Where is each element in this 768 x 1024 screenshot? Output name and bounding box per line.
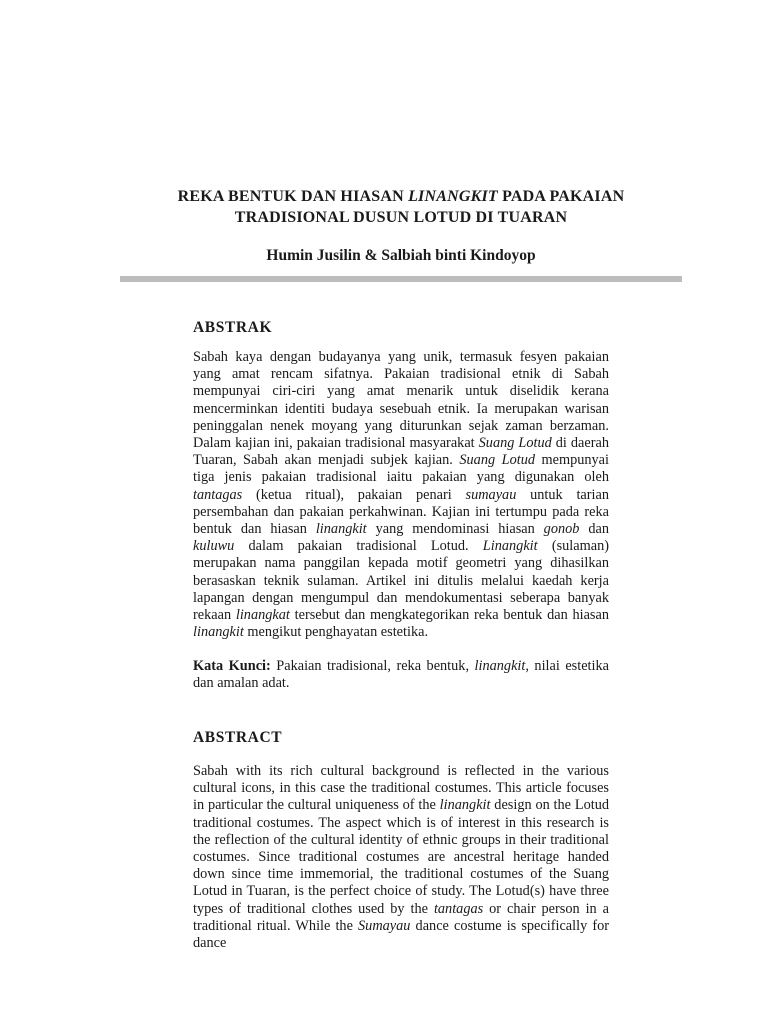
abstract-text: Sabah with its rich cultural background is reflected in the various cultural icons, in this case the traditional costumes. This article focuses in particular the cultural uniqueness of the [193,763,609,814]
abstrak-text: mengikut penghayatan estetika. [243,624,429,641]
abstrak-text: untuk tarian persembahan dan pakaian perkahwinan. Kajian ini tertumpu pada reka bentuk dan hiasan [193,486,609,538]
abstrak-italic: linangkit [315,521,367,538]
title-line1-italic: LINANGKIT [408,188,498,205]
keywords-label: Kata Kunci: [193,658,271,674]
abstract-paragraph [193,763,609,952]
keywords-paragraph [193,658,609,692]
abstrak-text: Sabah kaya dengan budayanya yang unik, termasuk fesyen pakaian yang amat rencam sifatnya. Pakaian tradisional etnik di Sabah mempunyai ciri-ciri yang amat menarik untuk diselidik kerana mencerminkan identiti budaya sesebuah etnik. Ia merupakan warisan peninggalan nenek moyang yang diturunkan sejak zaman berzaman. Dalam kajian ini, pakaian tradisional masyarakat [193,349,609,452]
title-line1-a: REKA BENTUK DAN HIASAN [177,188,409,205]
abstrak-heading: ABSTRAK [193,319,273,336]
abstrak-italic: sumayau [465,486,517,503]
abstrak-italic: kuluwu [193,538,235,555]
abstrak-italic: Suang Lotud [478,435,552,452]
abstrak-italic: linangkit [193,624,244,641]
abstrak-text: dalam pakaian tradisional Lotud. [234,538,483,555]
abstract-italic: linangkit [439,797,491,814]
abstract-heading: ABSTRACT [193,729,283,746]
abstract-italic: Sumayau [358,917,411,934]
abstrak-paragraph [193,349,609,641]
abstrak-text: di daerah Tuaran, Sabah akan menjadi subjek kajian. [193,435,609,469]
abstrak-italic: Suang Lotud [459,452,535,469]
abstract-text: dance costume is specifically for dance [193,917,609,952]
abstrak-italic: Linangkit [482,538,538,555]
abstrak-text: (ketua ritual), pakaian penari [242,486,466,503]
abstrak-text: tersebut dan mengkategorikan reka bentuk dan hiasan [289,607,609,624]
abstract-italic: tantagas [433,900,484,917]
abstrak-text: (sulaman) merupakan nama panggilan kepada motif geometri yang dihasilkan berasaskan teknik sulaman. Artikel ini ditulis melalui kaedah kerja lapangan dengan mengumpul dan mendokumentasi seberapa banyak rekaan [193,538,609,624]
title-line2: TRADISIONAL DUSUN LOTUD DI TUARAN [234,209,568,226]
keywords-text: Pakaian tradisional, reka bentuk, [270,658,475,674]
abstrak-text: dan [579,521,609,538]
abstrak-text: yang mendominasi hiasan [366,521,544,538]
abstract-text: design on the Lotud traditional costumes. The aspect which is of interest in this research is the reflection of the cultural identity of ethnic groups in their traditional costumes. Since traditional costumes are ancestral heritage handed down since time immemorial, the traditional costumes of the Suang Lotud in Tuaran, is the perfect choice of study. The Lotud(s) have three types of traditional clothes used by the [193,797,609,917]
abstrak-italic: tantagas [193,486,243,503]
paper-authors: Humin Jusilin & Salbiah binti Kindoyop [266,247,536,264]
keywords-text: , nilai estetika dan amalan adat. [193,658,609,692]
abstrak-italic: linangkat [235,607,290,624]
paper-title [120,186,682,228]
abstract-text: or chair person in a traditional ritual. While the [193,900,609,934]
abstrak-text: mempunyai tiga jenis pakaian tradisional iaitu pakaian yang digunakan oleh [193,452,609,486]
keywords-italic: linangkit [474,658,526,674]
header-divider [120,276,682,282]
abstrak-italic: gonob [543,521,580,538]
title-line1-b: PADA PAKAIAN [497,188,625,205]
